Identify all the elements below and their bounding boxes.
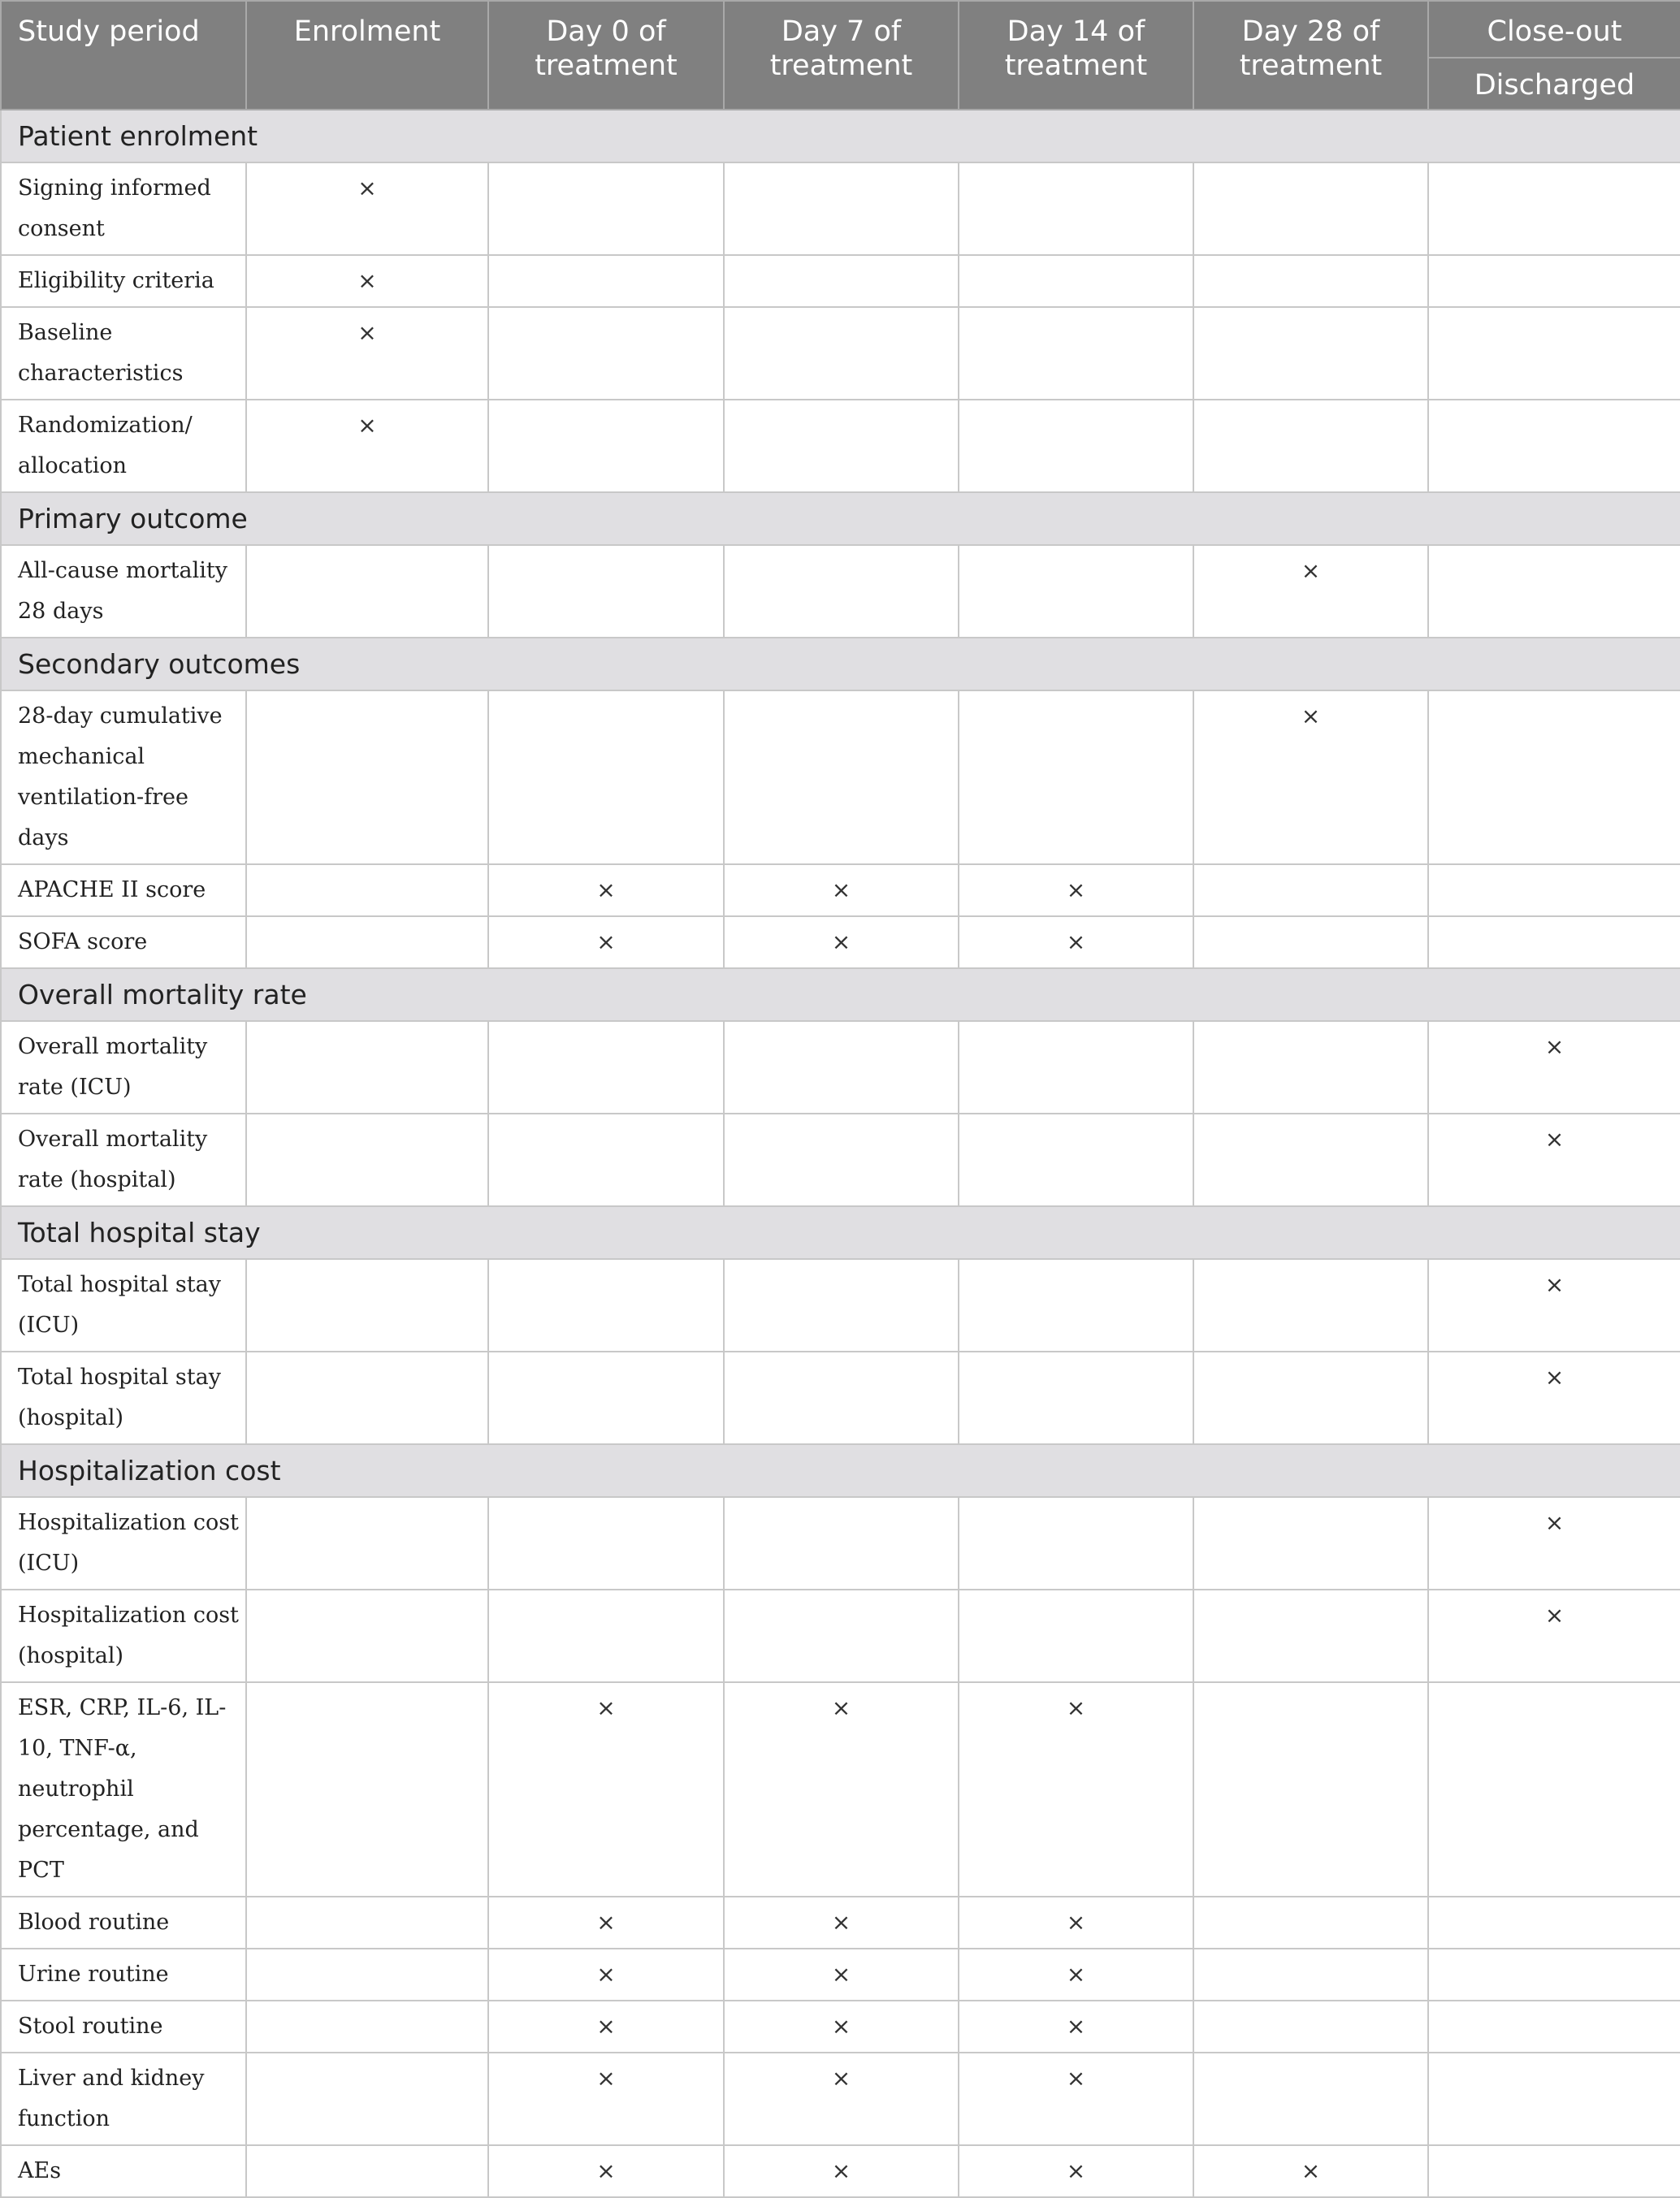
cell-day7 [724,1949,959,2001]
cell-day14 [959,2001,1193,2053]
section-title: Overall mortality rate [1,968,1680,1021]
cell-day0 [488,162,724,255]
cell-enrolment [246,255,488,307]
cell-day0 [488,2145,724,2197]
cell-day0 [488,1114,724,1206]
check-mark: × [1066,876,1086,903]
cell-enrolment [246,2001,488,2053]
cell-discharged [1428,1590,1680,1682]
cell-discharged [1428,2145,1680,2197]
cell-day14 [959,255,1193,307]
section-row [1,968,1680,1021]
cell-discharged [1428,255,1680,307]
table-row [1,1949,1680,2001]
cell-enrolment [246,1497,488,1590]
header-enrolment: Enrolment [246,1,488,110]
cell-day7 [724,1897,959,1949]
cell-day14 [959,1590,1193,1682]
cell-day0 [488,255,724,307]
row-label: APACHE II score [1,864,246,916]
row-label: Hospitalization cost (hospital) [1,1590,246,1682]
cell-discharged [1428,307,1680,400]
cell-day0 [488,545,724,638]
row-label: Total hospital stay (hospital) [1,1352,246,1444]
cell-day14 [959,307,1193,400]
cell-discharged [1428,162,1680,255]
cell-day7 [724,1259,959,1352]
check-mark: × [357,319,377,346]
cell-day0 [488,400,724,492]
row-label: Hospitalization cost (ICU) [1,1497,246,1590]
table-row [1,2001,1680,2053]
cell-day7 [724,307,959,400]
cell-discharged [1428,2001,1680,2053]
cell-day28 [1193,690,1428,864]
cell-day14 [959,916,1193,968]
cell-enrolment [246,1590,488,1682]
cell-day28 [1193,2053,1428,2145]
check-mark: × [1066,2013,1086,2040]
header-discharged: Discharged [1428,58,1680,110]
check-mark: × [596,1961,616,1988]
cell-day0 [488,1021,724,1114]
cell-day14 [959,1497,1193,1590]
cell-enrolment [246,1114,488,1206]
cell-day28 [1193,162,1428,255]
table-row [1,2053,1680,2145]
table-row [1,916,1680,968]
row-label: Overall mortality rate (hospital) [1,1114,246,1206]
row-label: Blood routine [1,1897,246,1949]
row-label: All-cause mortality 28 days [1,545,246,638]
table-row [1,307,1680,400]
cell-discharged [1428,1021,1680,1114]
check-mark: × [831,2157,851,2184]
section-row [1,1206,1680,1259]
cell-day0 [488,2053,724,2145]
cell-day0 [488,916,724,968]
cell-day7 [724,864,959,916]
cell-enrolment [246,864,488,916]
table-row [1,1021,1680,1114]
cell-day14 [959,2145,1193,2197]
check-mark: × [831,1909,851,1936]
section-title: Secondary outcomes [1,638,1680,690]
row-label: Randomization/ allocation [1,400,246,492]
check-mark: × [357,175,377,201]
cell-day14 [959,2053,1193,2145]
cell-discharged [1428,1352,1680,1444]
header-day14: Day 14 of treatment [959,1,1193,110]
cell-day14 [959,1352,1193,1444]
cell-day14 [959,400,1193,492]
table-row [1,1682,1680,1897]
cell-day7 [724,2001,959,2053]
cell-discharged [1428,916,1680,968]
table-row [1,690,1680,864]
cell-enrolment [246,2053,488,2145]
check-mark: × [1066,2065,1086,2092]
cell-day0 [488,1590,724,1682]
table-row [1,864,1680,916]
row-label: Total hospital stay (ICU) [1,1259,246,1352]
cell-day28 [1193,307,1428,400]
check-mark: × [357,267,377,294]
section-title: Total hospital stay [1,1206,1680,1259]
cell-day7 [724,1114,959,1206]
header-day0: Day 0 of treatment [488,1,724,110]
cell-enrolment [246,1352,488,1444]
header-day7: Day 7 of treatment [724,1,959,110]
table-row [1,2145,1680,2197]
check-mark: × [1301,703,1321,729]
cell-discharged [1428,1949,1680,2001]
cell-discharged [1428,400,1680,492]
table-body [1,110,1680,2197]
cell-day7 [724,545,959,638]
check-mark: × [831,1694,851,1721]
cell-day7 [724,690,959,864]
cell-day14 [959,545,1193,638]
row-label: Eligibility criteria [1,255,246,307]
cell-day14 [959,1114,1193,1206]
cell-day7 [724,1682,959,1897]
row-label: ESR, CRP, IL-6, IL-10, TNF-α, neutrophil percentage, and PCT [1,1682,246,1897]
cell-day0 [488,1682,724,1897]
table-row [1,162,1680,255]
cell-day14 [959,690,1193,864]
check-mark: × [1301,2157,1321,2184]
table-row [1,1352,1680,1444]
check-mark: × [1544,1509,1565,1536]
check-mark: × [831,876,851,903]
row-label: Signing informed consent [1,162,246,255]
cell-enrolment [246,690,488,864]
cell-day0 [488,1352,724,1444]
cell-enrolment [246,2145,488,2197]
cell-enrolment [246,307,488,400]
cell-discharged [1428,864,1680,916]
cell-day28 [1193,2145,1428,2197]
cell-day28 [1193,864,1428,916]
cell-enrolment [246,545,488,638]
cell-day7 [724,1590,959,1682]
cell-enrolment [246,162,488,255]
check-mark: × [1544,1126,1565,1153]
cell-day28 [1193,1352,1428,1444]
table-row [1,1114,1680,1206]
row-label: Overall mortality rate (ICU) [1,1021,246,1114]
row-label: Stool routine [1,2001,246,2053]
cell-enrolment [246,916,488,968]
cell-discharged [1428,545,1680,638]
table-row [1,545,1680,638]
cell-discharged [1428,2053,1680,2145]
cell-day7 [724,1497,959,1590]
section-row [1,492,1680,545]
cell-day7 [724,916,959,968]
table-row [1,400,1680,492]
cell-day0 [488,1949,724,2001]
cell-enrolment [246,1021,488,1114]
check-mark: × [1066,1694,1086,1721]
check-mark: × [596,2157,616,2184]
cell-day14 [959,1949,1193,2001]
cell-day28 [1193,545,1428,638]
cell-day14 [959,1021,1193,1114]
check-mark: × [831,1961,851,1988]
table-row [1,1897,1680,1949]
check-mark: × [1301,557,1321,584]
cell-day14 [959,1897,1193,1949]
row-label: SOFA score [1,916,246,968]
row-label: AEs [1,2145,246,2197]
cell-day28 [1193,400,1428,492]
row-label: Liver and kidney function [1,2053,246,2145]
cell-enrolment [246,1897,488,1949]
cell-day14 [959,1682,1193,1897]
table-row [1,255,1680,307]
cell-discharged [1428,1897,1680,1949]
cell-discharged [1428,1682,1680,1897]
cell-day28 [1193,1021,1428,1114]
cell-day28 [1193,1682,1428,1897]
header-day28: Day 28 of treatment [1193,1,1428,110]
section-title: Hospitalization cost [1,1444,1680,1497]
check-mark: × [831,2065,851,2092]
cell-day28 [1193,2001,1428,2053]
cell-day7 [724,1021,959,1114]
check-mark: × [831,2013,851,2040]
row-label: Urine routine [1,1949,246,2001]
check-mark: × [596,2065,616,2092]
section-title: Patient enrolment [1,110,1680,162]
cell-day7 [724,1352,959,1444]
cell-day7 [724,400,959,492]
cell-day14 [959,1259,1193,1352]
cell-enrolment [246,1949,488,2001]
cell-day0 [488,1897,724,1949]
check-mark: × [596,876,616,903]
cell-enrolment [246,1259,488,1352]
cell-enrolment [246,400,488,492]
check-mark: × [1544,1602,1565,1629]
cell-day28 [1193,255,1428,307]
cell-day28 [1193,916,1428,968]
check-mark: × [831,928,851,955]
cell-discharged [1428,1114,1680,1206]
check-mark: × [596,1909,616,1936]
cell-day14 [959,864,1193,916]
cell-discharged [1428,1497,1680,1590]
cell-day7 [724,255,959,307]
cell-day0 [488,1259,724,1352]
table-row [1,1259,1680,1352]
cell-enrolment [246,1682,488,1897]
row-label: Baseline characteristics [1,307,246,400]
check-mark: × [1066,1961,1086,1988]
section-row [1,110,1680,162]
check-mark: × [596,2013,616,2040]
section-row [1,638,1680,690]
cell-discharged [1428,690,1680,864]
check-mark: × [1544,1364,1565,1391]
cell-day0 [488,864,724,916]
header-study-period: Study period [1,1,246,110]
cell-day7 [724,2145,959,2197]
cell-day0 [488,307,724,400]
check-mark: × [1544,1033,1565,1060]
cell-day28 [1193,1590,1428,1682]
section-row [1,1444,1680,1497]
table-row [1,1590,1680,1682]
check-mark: × [1066,1909,1086,1936]
row-label: 28-day cumulative mechanical ventilation-free days [1,690,246,864]
check-mark: × [1066,928,1086,955]
cell-day7 [724,2053,959,2145]
check-mark: × [357,412,377,439]
cell-day0 [488,1497,724,1590]
cell-discharged [1428,1259,1680,1352]
cell-day28 [1193,1114,1428,1206]
cell-day0 [488,690,724,864]
cell-day28 [1193,1949,1428,2001]
cell-day28 [1193,1259,1428,1352]
check-mark: × [1066,2157,1086,2184]
cell-day28 [1193,1497,1428,1590]
cell-day28 [1193,1897,1428,1949]
table-header [1,1,1680,110]
cell-day14 [959,162,1193,255]
check-mark: × [596,928,616,955]
check-mark: × [596,1694,616,1721]
cell-day0 [488,2001,724,2053]
section-title: Primary outcome [1,492,1680,545]
cell-day7 [724,162,959,255]
table-row [1,1497,1680,1590]
header-closeout: Close-out [1428,1,1680,58]
check-mark: × [1544,1271,1565,1298]
